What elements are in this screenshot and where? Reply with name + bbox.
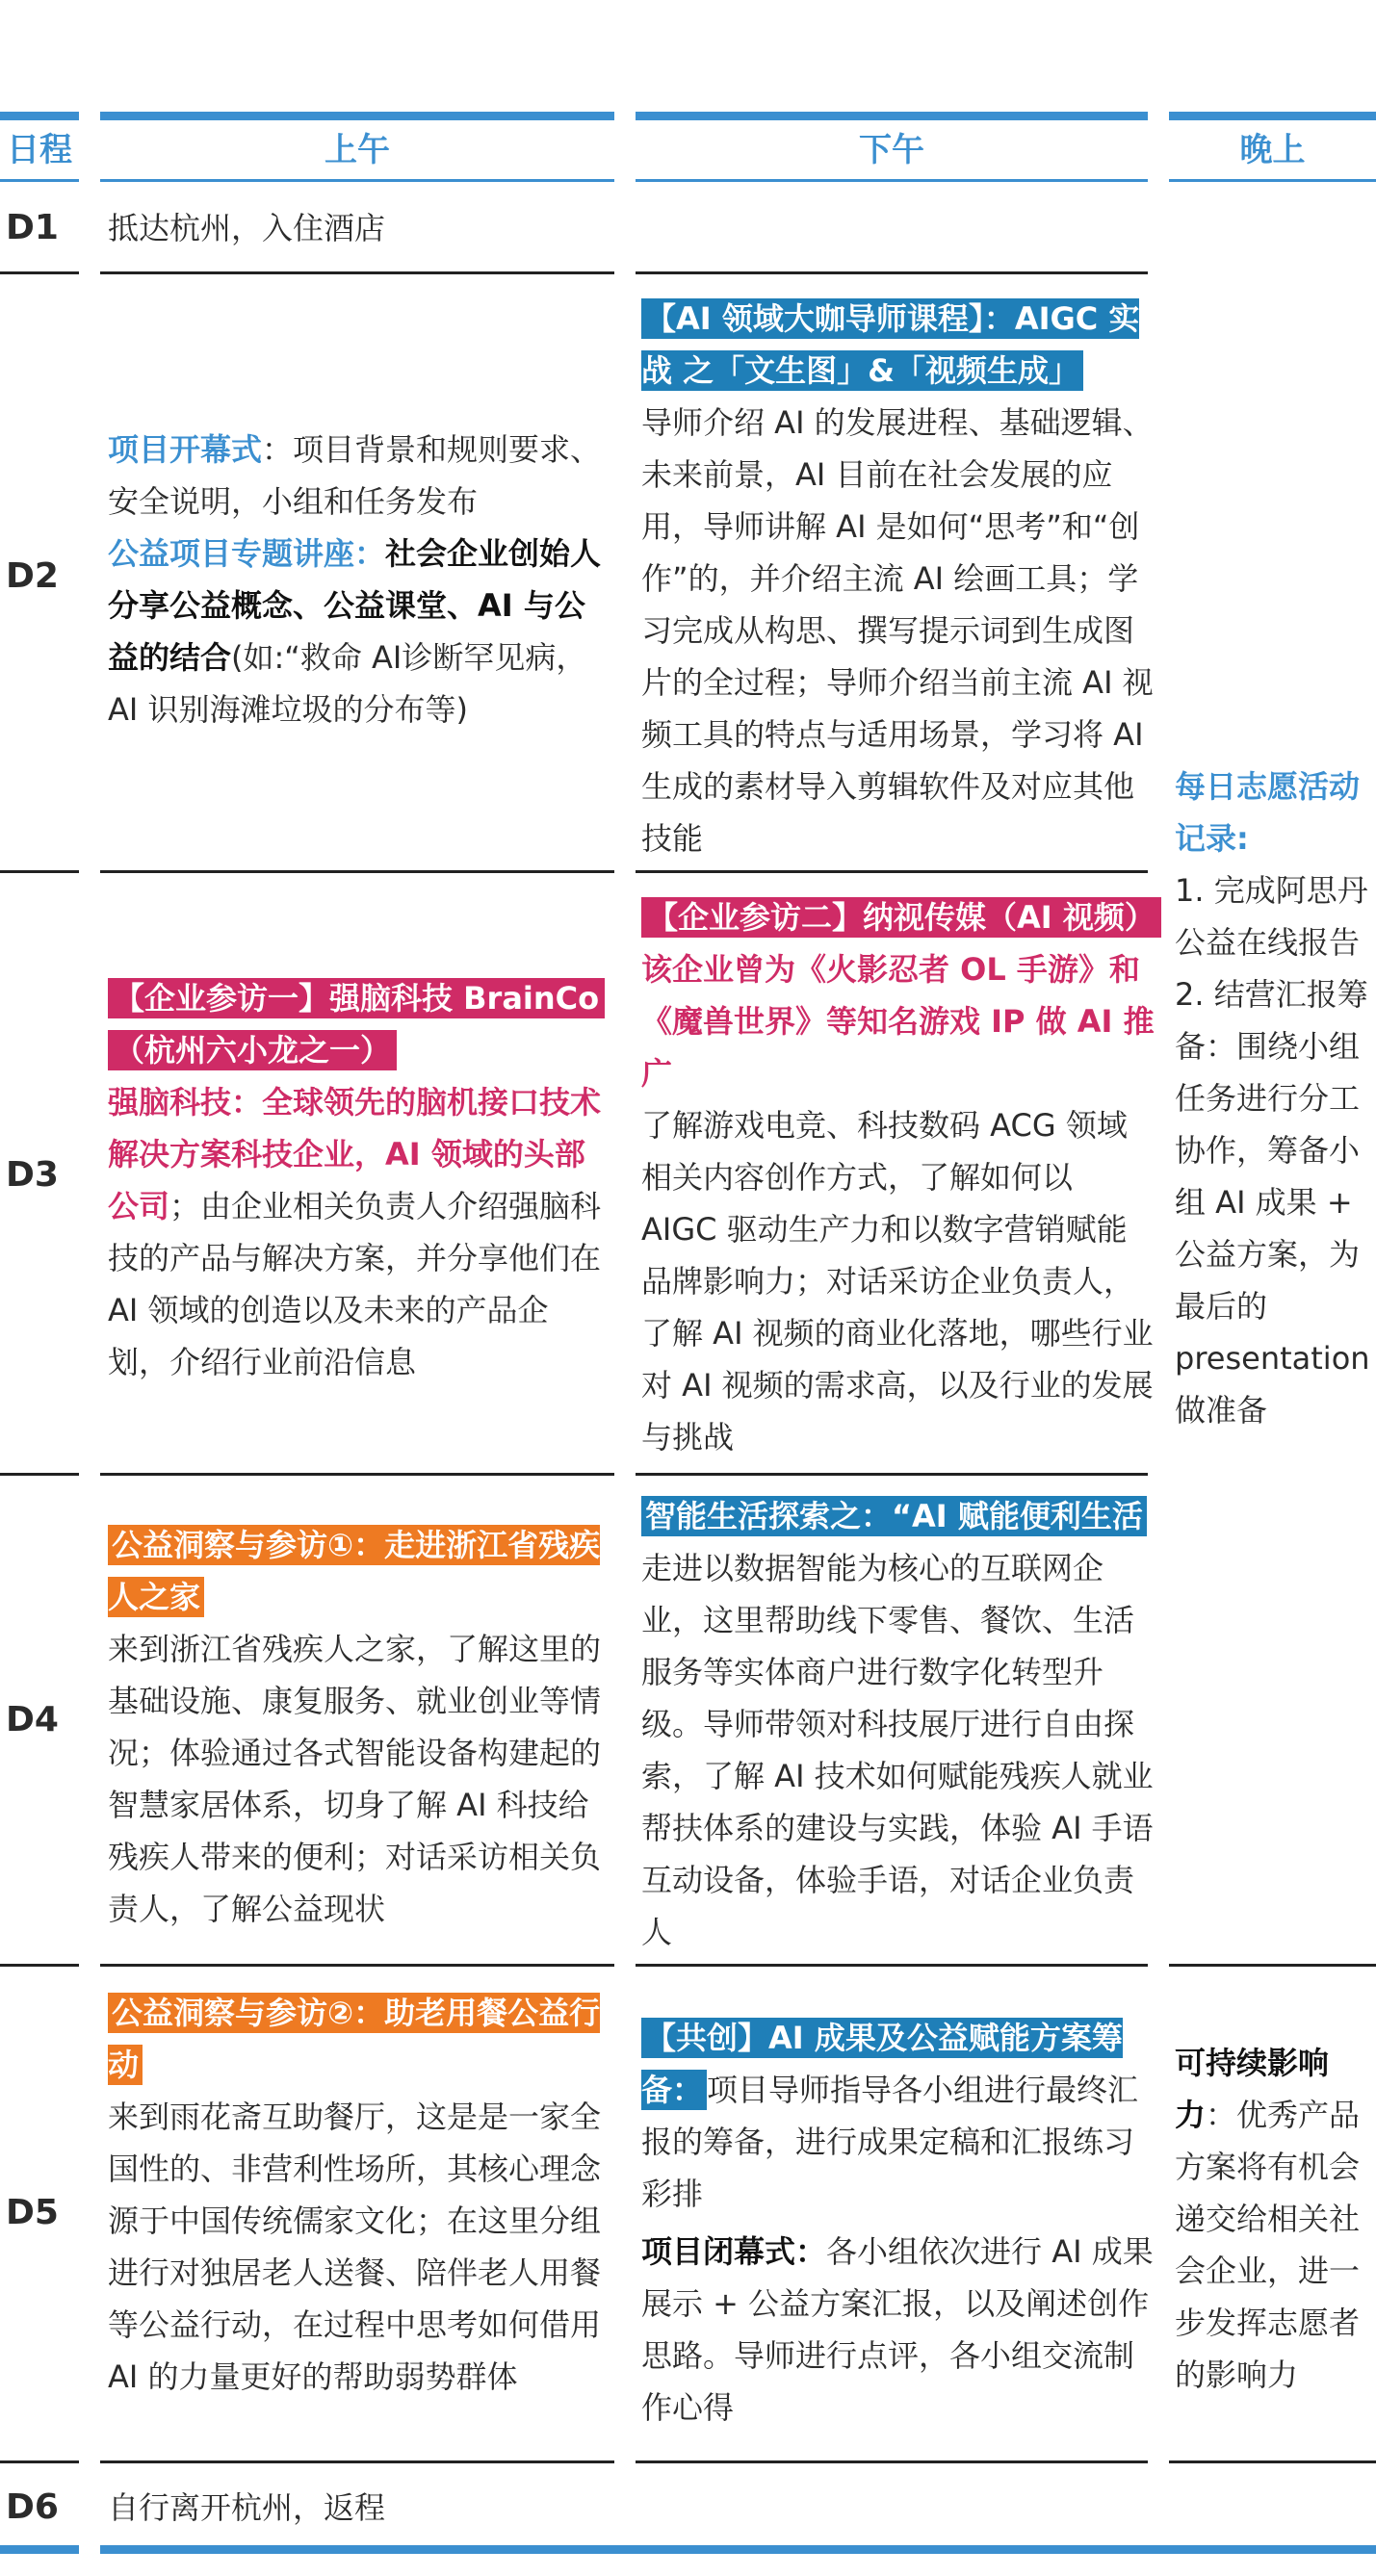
- col-header-afternoon: 下午: [859, 131, 924, 169]
- col-header-schedule: 日程: [7, 131, 72, 169]
- d2-morning: [108, 424, 609, 735]
- header-top-line: [0, 112, 79, 120]
- d5-afternoon: [641, 2012, 1155, 2434]
- d4-explore-text: 走进以数据智能为核心的互联网企业，这里帮助线下零售、餐饮、生活服务等实体商户进行数字化转型升级。导师带领对科技展厅进行自由探索，了解 AI 技术如何赋能残疾人就业帮扶体系的建设与实践，体验 AI 手语互动设备，体验手语，对话企业负责人: [641, 1550, 1154, 1950]
- row-divider: [1169, 1964, 1376, 1967]
- d3-afternoon: [641, 891, 1155, 1463]
- d5-impact-text: ：优秀产品方案将有机会递交给相关社会企业，进一步发挥志愿者的影响力: [1175, 2097, 1361, 2393]
- row-divider: [636, 2460, 1148, 2463]
- col-header-evening: 晚上: [1239, 131, 1306, 169]
- row-divider: [100, 870, 614, 873]
- header-bottom-line: [636, 179, 1148, 182]
- row-divider: [636, 1964, 1148, 1967]
- d5-cocreate-tag: 【共创】AI 成果及公益赋能方案筹备：: [641, 2020, 1123, 2108]
- row-divider: [636, 1473, 1148, 1476]
- d5-evening: [1175, 2037, 1373, 2401]
- d5-morning: [108, 1987, 609, 2403]
- evening-daily-title: 每日志愿活动记录:: [1175, 768, 1361, 857]
- row-divider: [0, 2460, 79, 2463]
- evening-daily-item-2: 2. 结营汇报筹备：围绕小组任务进行分工协作，筹备小组 AI 成果 + 公益方案，为最后的 presentation 做准备: [1175, 976, 1370, 1429]
- row-divider: [0, 870, 79, 873]
- d1-morning: 抵达杭州，入住酒店: [108, 210, 386, 246]
- d3-visit-tag: 【企业参访一】强脑科技 BrainCo: [108, 978, 605, 1018]
- day-label-d6: D6: [6, 2487, 59, 2527]
- col-header-morning: 上午: [325, 131, 390, 169]
- row-divider: [636, 870, 1148, 873]
- evening-daily-item-1: 1. 完成阿思丹公益在线报告: [1175, 872, 1368, 961]
- header-top-line: [636, 112, 1148, 120]
- d2-afternoon: [641, 293, 1155, 864]
- d5-impact-title: 可持续影响力: [1175, 2045, 1330, 2133]
- table-bottom-line: [0, 2545, 79, 2554]
- header-top-line: [1169, 112, 1376, 120]
- row-divider: [0, 1473, 79, 1476]
- d3-visit-tag-sub: （杭州六小龙之一）: [108, 1030, 397, 1070]
- d3-visit2-text: 了解游戏电竞、科技数码 ACG 领域相关内容创作方式，了解如何以 AIGC 驱动生产力和以数字营销赋能品牌影响力；对话采访企业负责人，了解 AI 视频的商业化落地，哪些行业对 AI 视频的需求高，以及行业的发展与挑战: [641, 1107, 1154, 1455]
- day-label-d1: D1: [6, 208, 59, 247]
- d2-course-tag: 【AI 领域大咖导师课程】：AIGC 实战 之「文生图」&「视频生成」: [641, 300, 1140, 389]
- d2-lecture-title: 公益项目专题讲座：: [108, 535, 386, 572]
- d5-visit-text: 来到雨花斋互助餐厅，这是是一家全国性的、非营利性场所，其核心理念源于中国传统儒家文化；在这里分组进行对独居老人送餐、陪伴老人用餐等公益行动，在过程中思考如何借用 AI 的力量更好的帮助弱势群体: [108, 2099, 602, 2395]
- header-bottom-line: [1169, 179, 1376, 182]
- d3-morning: [108, 972, 609, 1388]
- row-divider: [100, 2460, 614, 2463]
- day-label-d5: D5: [6, 2193, 59, 2232]
- row-divider: [100, 1473, 614, 1476]
- header-bottom-line: [0, 179, 79, 182]
- day-label-d4: D4: [6, 1700, 59, 1739]
- row-divider: [100, 1964, 614, 1967]
- row-divider: [0, 1964, 79, 1967]
- d4-morning: [108, 1519, 609, 1935]
- d4-visit-text: 来到浙江省残疾人之家，了解这里的基础设施、康复服务、就业创业等情况；体验通过各式智能设备构建起的智慧家居体系，切身了解 AI 科技给残疾人带来的便利；对话采访相关负责人，了解公益现状: [108, 1631, 602, 1927]
- d2-opening-text: ：项目背景和规则要求、安全说明，小组和任务发布: [108, 431, 602, 520]
- d3-company-highlight: 强脑科技：全球领先的脑机接口技术解决方案科技企业，AI 领域的头部公司: [108, 1084, 602, 1224]
- d5-closing-title: 项目闭幕式：: [641, 2233, 827, 2270]
- d2-lecture-text: (如:“救命 AI诊断罕见病，AI 识别海滩垃圾的分布等): [108, 639, 587, 728]
- d2-course-text: 导师介绍 AI 的发展进程、基础逻辑、未来前景，AI 目前在社会发展的应用，导师讲解 AI 是如何“思考”和“创作”的，并介绍主流 AI 绘画工具；学习完成从构思、撰写提示词到生成图片的全过程；导师介绍当前主流 AI 视频工具的特点与适用场景，学习将 AI 生成的素材导入剪辑软件及对应其他技能: [641, 404, 1154, 857]
- header-bottom-line: [100, 179, 614, 182]
- d3-visit-text: ；由企业相关负责人介绍强脑科技的产品与解决方案，并分享他们在 AI 领域的创造以及未来的产品企划，介绍行业前沿信息: [108, 1188, 602, 1380]
- d5-visit-tag: 公益洞察与参访②：助老用餐公益行动: [108, 1995, 601, 2083]
- d5-cocreate-text: 项目导师指导各小组进行最终汇报的筹备，进行成果定稿和汇报练习彩排: [641, 2072, 1139, 2212]
- d3-visit2-tag: 【企业参访二】纳视传媒（AI 视频）: [641, 897, 1161, 938]
- d4-visit-tag: 公益洞察与参访①：走进浙江省残疾人之家: [108, 1527, 601, 1615]
- header-top-line: [100, 112, 614, 120]
- row-divider: [100, 271, 614, 274]
- d6-morning: 自行离开杭州，返程: [108, 2489, 386, 2526]
- d2-opening-ceremony: 项目开幕式: [108, 431, 263, 468]
- row-divider: [636, 271, 1148, 274]
- row-divider: [1169, 2460, 1376, 2463]
- day-label-d3: D3: [6, 1155, 59, 1195]
- d5-closing-text: 各小组依次进行 AI 成果展示 + 公益方案汇报，以及阐述创作思路。导师进行点评，各小组交流制作心得: [641, 2233, 1154, 2426]
- d4-explore-tag: 智能生活探索之：“AI 赋能便利生活: [641, 1496, 1147, 1536]
- table-bottom-line: [100, 2545, 1376, 2554]
- day-label-d2: D2: [6, 556, 59, 596]
- d4-afternoon: [641, 1490, 1155, 1958]
- row-divider: [0, 271, 79, 274]
- d2-lecture-bold: 社会企业创始人分享公益概念、公益课堂、AI 与公益的结合: [108, 535, 602, 676]
- evening-daily-notes: [1175, 760, 1373, 1436]
- d3-visit2-highlight: 该企业曾为《火影忍者 OL 手游》和《魔兽世界》等知名游戏 IP 做 AI 推广: [641, 951, 1155, 1092]
